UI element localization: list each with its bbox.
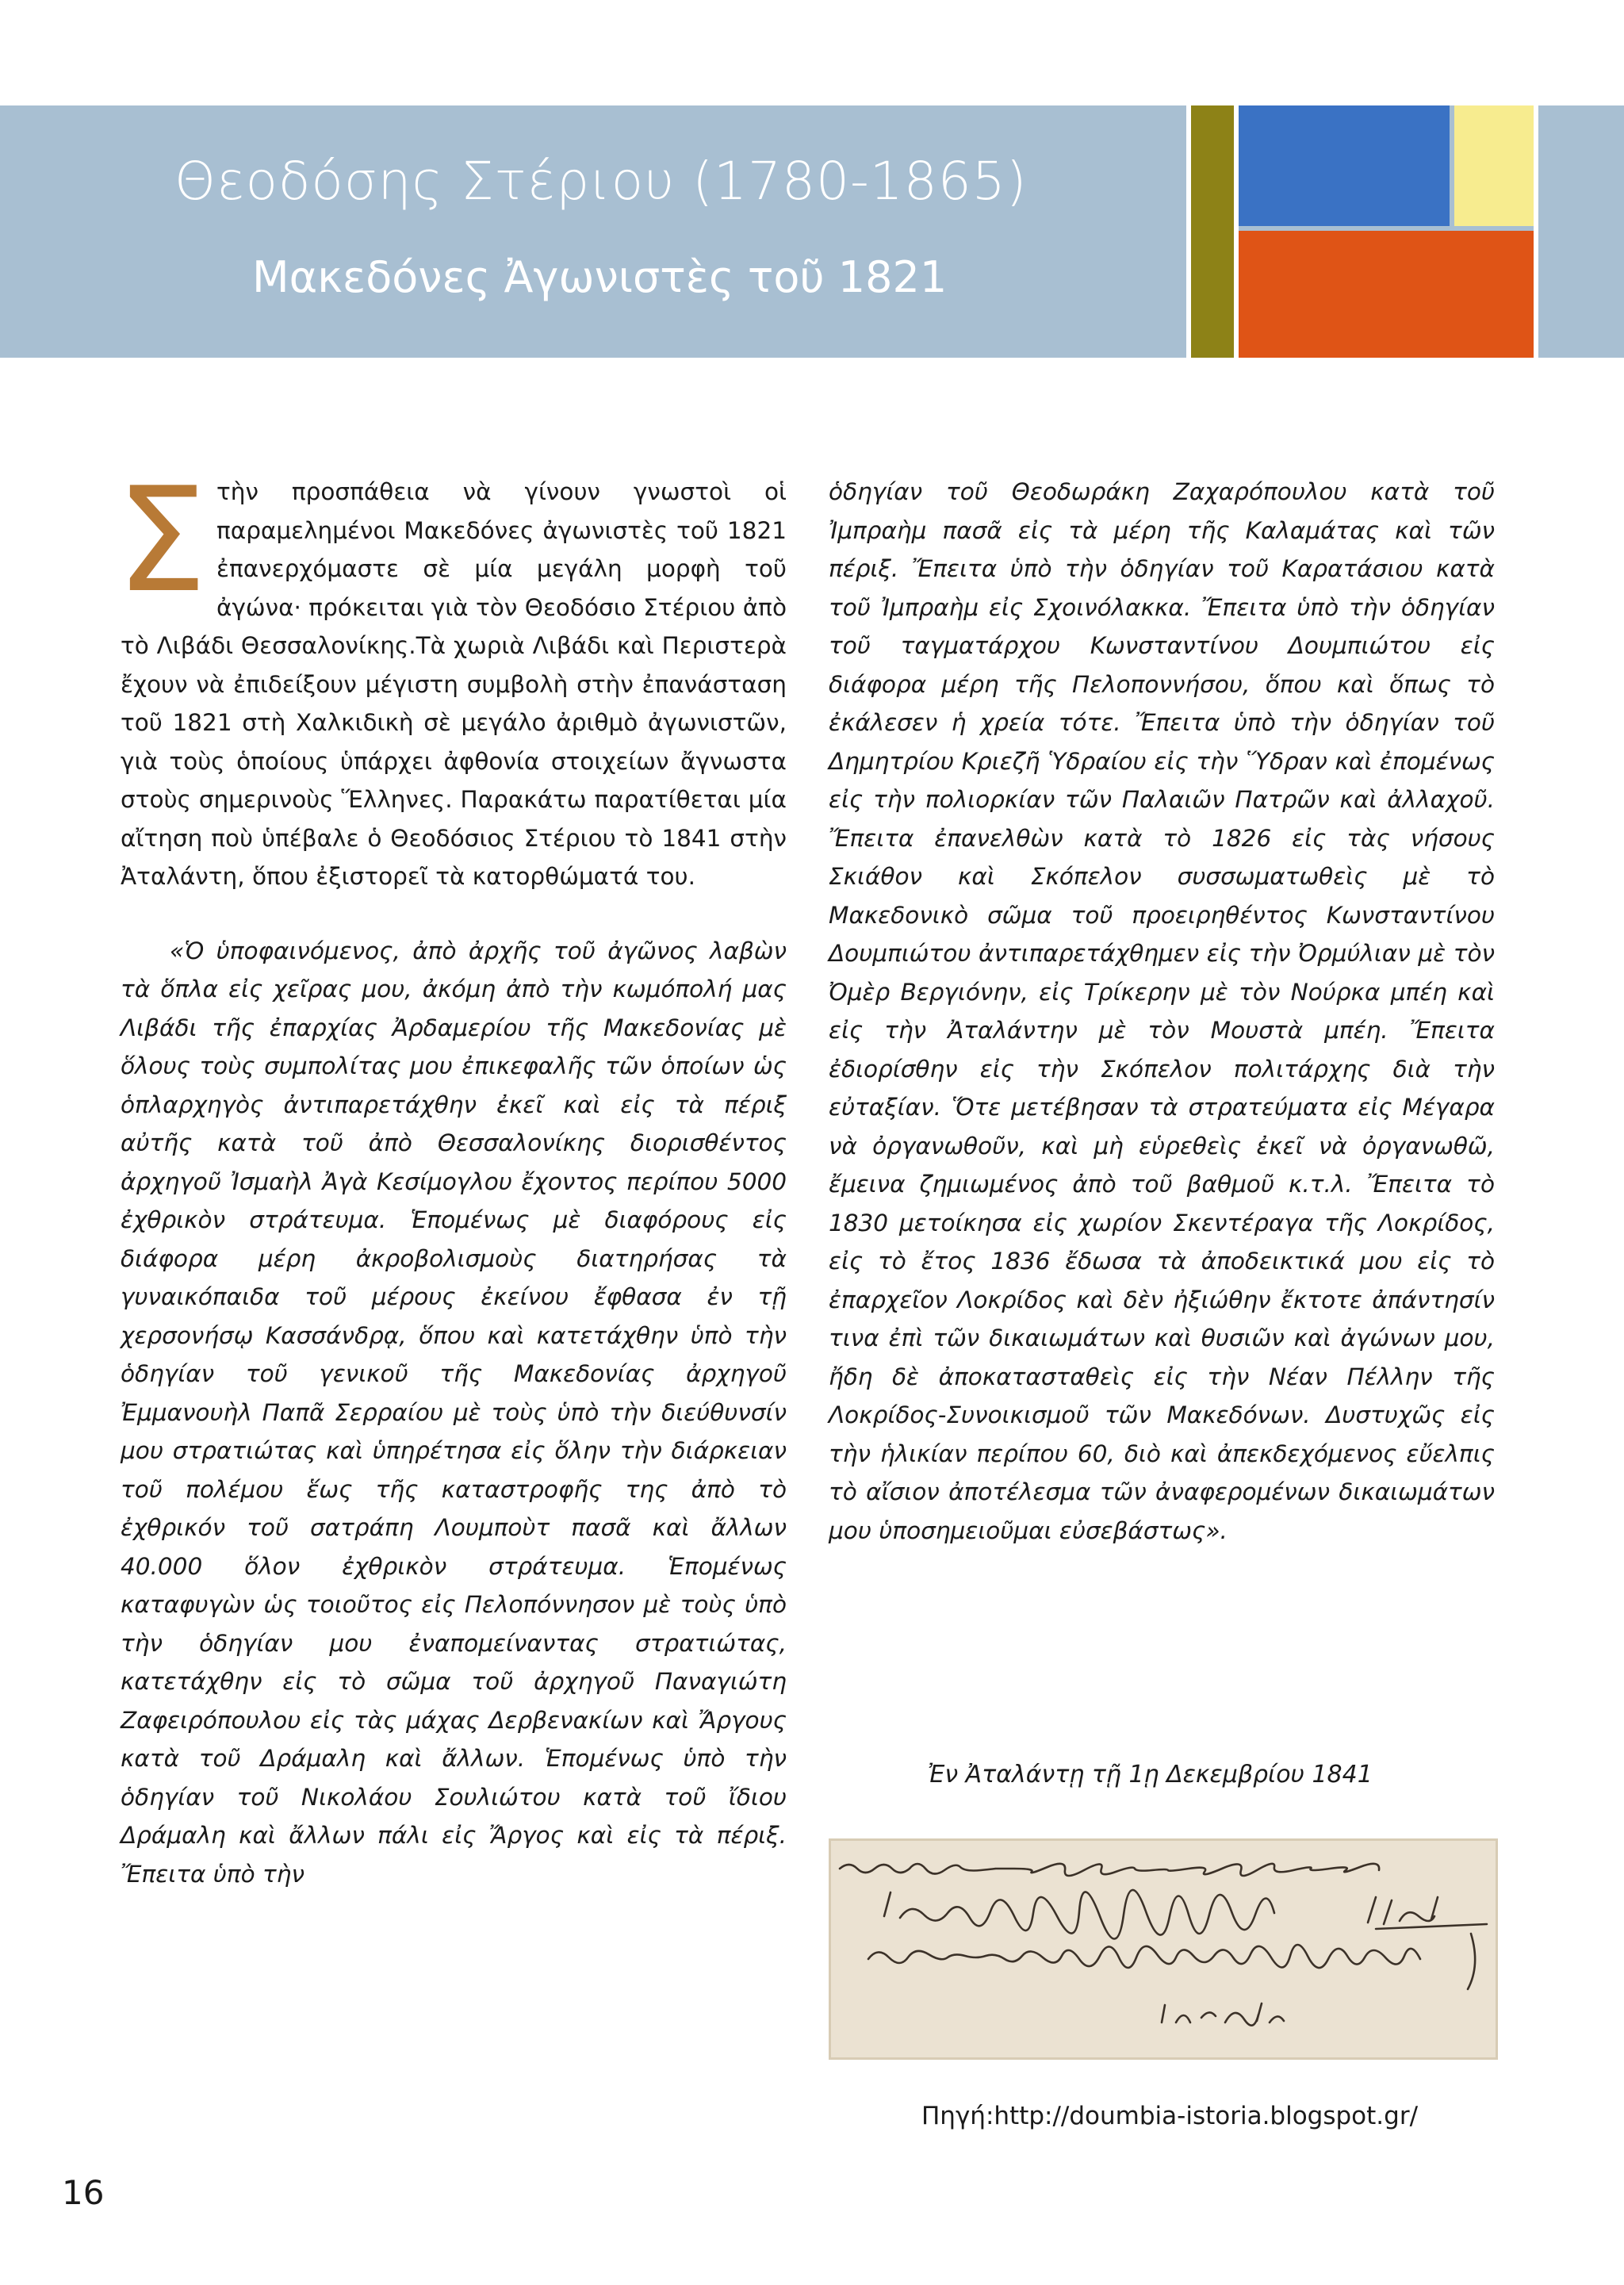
article-right-column xyxy=(829,473,1495,1550)
page-subtitle: Μακεδόνες Ἀγωνιστὲς τοῦ 1821 xyxy=(252,252,948,302)
handwriting-illustration xyxy=(829,1838,1498,2060)
drop-cap: Σ xyxy=(116,456,207,624)
article-left-column xyxy=(116,456,787,1893)
olive-color-block xyxy=(1191,105,1234,358)
page-title: Θεοδόσης Στέριου (1780-1865) xyxy=(174,151,1028,212)
quote-continuation: ὁδηγίαν τοῦ Θεοδωράκη Ζαχαρόπουλου κατὰ τοῦ Ἰμπραὴμ πασᾶ εἰς τὰ μέρη τῆς Καλαμάτας καὶ τῶν πέριξ. Ἔπειτα ὑπὸ τὴν ὁδηγίαν τοῦ Καρατάσιου κατὰ τοῦ Ἰμπραὴμ εἰς Σχοινόλακκα. Ἔπειτα ὑπὸ τὴν ὁδηγίαν τοῦ ταγματάρχου Κωνσταντίνου Δουμπιώτου εἰς διάφορα μέρη τῆς Πελοποννήσου, ὅπου καὶ ὅπως τὸ ἐκάλεσεν ἡ χρεία τότε. Ἔπειτα ὑπὸ τὴν ὁδηγίαν τοῦ Δημητρίου Κριεζῆ Ὑδραίου εἰς τὴν Ὕδραν καὶ ἐπομένως εἰς τὴν πολιορκίαν τῶν Παλαιῶν Πατρῶν καὶ ἀλλαχοῦ. Ἔπειτα ἐπανελθὼν κατὰ τὸ 1826 εἰς τὰς νήσους Σκιάθον καὶ Σκόπελον συσσωματωθεὶς μὲ τὸ Μακεδονικὸ σῶμα τοῦ προειρηθέντος Κωνσταντίνου Δουμπιώτου ἀντιπαρετάχθημεν εἰς τὴν Ὀρμύλιαν μὲ τὸν Ὀμὲρ Βεργιόνην, εἰς Τρίκερην μὲ τὸν Νούρκα μπέη καὶ εἰς τὴν Ἀταλάντην μὲ τὸν Μουστὰ μπέη. Ἔπειτα ἐδιορίσθην εἰς τὴν Σκόπελον πολιτάρχης διὰ τὴν εὐταξίαν. Ὅτε μετέβησαν τὰ στρατεύματα εἰς Μέγαρα νὰ ὀργανωθοῦν, καὶ μὴ εὑρεθεὶς ἐκεῖ νὰ ὀργανωθῶ, ἔμεινα ζημιωμένος ἀπὸ τοῦ βαθμοῦ κ.τ.λ. Ἔπειτα τὸ 1830 μετοίκησα εἰς χωρίον Σκεντέραγα τῆς Λοκρίδος, εἰς τὸ ἔτος 1836 ἔδωσα τὰ ἀποδεικτικά μου εἰς τὸ ἐπαρχεῖον Λοκρίδος καὶ δὲν ἠξιώθην ἔκτοτε ἀπάντησίν τινα ἐπὶ τῶν δικαιωμάτων καὶ θυσιῶν καὶ ἀγώνων μου, ἤδη δὲ ἀποκατασταθεὶς εἰς τὴν Νέαν Πέλλην τῆς Λοκρίδος-Συνοικισμοῦ τῶν Μακεδόνων. Δυστυχῶς εἰς τὴν ἡλικίαν περίπου 60, διὸ καὶ ἀπεκδεχόμενος εὔελπις τὸ αἴσιον ἀποτέλεσμα τῶν ἀναφερομένων δικαιωμάτων μου ὑποσημειοῦμαι εὐσεβάστως». xyxy=(829,478,1495,1544)
banner-separator xyxy=(1534,105,1538,358)
intro-paragraph xyxy=(116,456,787,896)
blue-color-block xyxy=(1239,105,1450,226)
manuscript-image xyxy=(829,1838,1498,2060)
yellow-color-block xyxy=(1454,105,1534,226)
page-number: 16 xyxy=(62,2173,105,2212)
intro-text: τὴν προσπάθεια νὰ γίνουν γνωστοὶ οἱ παραμελημένοι Μακεδόνες ἀγωνιστὲς τοῦ 1821 ἐπανερχόμαστε σὲ μία μεγάλη μορφὴ τοῦ ἀγώνα· πρόκειται γιὰ τὸν Θεοδόσιο Στέριου ἀπὸ τὸ Λιβάδι Θεσσαλονίκης.Τὰ χωριὰ Λιβάδι καὶ Περιστερὰ ἔχουν νὰ ἐπιδείξουν μέγιστη συμβολὴ στὴν ἐπανάσταση τοῦ 1821 στὴ Χαλκιδικὴ σὲ μεγάλο ἀριθμὸ ἀγωνιστῶν, γιὰ τοὺς ὁποίους ὑπάρχει ἀφθονία στοιχείων ἄγνωστα στοὺς σημερινοὺς Ἕλληνες. Παρακάτω παρατίθεται μία αἴτηση ποὺ ὑπέβαλε ὁ Θεοδόσιος Στέριου τὸ 1841 στὴν Ἀταλάντη, ὅπου ἐξιστορεῖ τὰ κατορθώματά του. xyxy=(121,478,787,890)
orange-color-block xyxy=(1239,231,1534,358)
quote-paragraph: «Ὁ ὑποφαινόμενος, ἀπὸ ἀρχῆς τοῦ ἀγῶνος λαβὼν τὰ ὅπλα εἰς χεῖρας μου, ἀκόμη ἀπὸ τὴν κωμόπολή μας Λιβάδι τῆς ἐπαρχίας Ἀρδαμερίου τῆς Μακεδονίας μὲ ὅλους τοὺς συμπολίτας μου ἐπικεφαλῆς τῶν ὁποίων ὡς ὁπλαρχηγὸς ἀντιπαρετάχθην ἐκεῖ καὶ εἰς τὰ πέριξ αὐτῆς κατὰ τοῦ ἀπὸ Θεσσαλονίκης διορισθέντος ἀρχηγοῦ Ἰσμαὴλ Ἀγὰ Κεσίμογλου ἔχοντος περίπου 5000 ἐχθρικὸν στράτευμα. Ἑπομένως μὲ διαφόρους εἰς διάφορα μέρη ἀκροβολισμοὺς διατηρήσας τὰ γυναικόπαιδα τοῦ μέρους ἐκείνου ἔφθασα ἐν τῇ χερσονήσῳ Κασσάνδρᾳ, ὅπου καὶ κατετάχθην ὑπὸ τὴν ὁδηγίαν τοῦ γενικοῦ τῆς Μακεδονίας ἀρχηγοῦ Ἐμμανουὴλ Παπᾶ Σερραίου μὲ τοὺς ὑπὸ τὴν διεύθυνσίν μου στρατιώτας καὶ ὑπηρέτησα εἰς ὅλην τὴν διάρκειαν τοῦ πολέμου ἕως τῆς καταστροφῆς της ἀπὸ τὸ ἐχθρικόν τοῦ σατράπη Λουμποὺτ πασᾶ καὶ ἄλλων 40.000 ὅλον ἐχθρικὸν στράτευμα. Ἑπομένως καταφυγὼν ὡς τοιοῦτος εἰς Πελοπόννησον μὲ τοὺς ὑπὸ τὴν ὁδηγίαν μου ἐναπομείναντας στρατιώτας, κατετάχθην εἰς τὸ σῶμα τοῦ ἀρχηγοῦ Παναγιώτη Ζαφειρόπουλου εἰς τὰς μάχας Δερβενακίων καὶ Ἄργους κατὰ τοῦ Δράμαλη καὶ ἄλλων. Ἑπομένως ὑπὸ τὴν ὁδηγίαν τοῦ Νικολάου Σουλιώτου κατὰ τοῦ ἴδιου Δράμαλη καὶ ἄλλων πάλι εἰς Ἄργος καὶ εἰς τὰ πέριξ. Ἔπειτα ὑπὸ τὴν xyxy=(121,937,787,1888)
source-credit: Πηγή:http://doumbia-istoria.blogspot.gr/ xyxy=(921,2102,1419,2130)
date-line: Ἐν Ἀταλάντῃ τῇ 1ῃ Δεκεμβρίου 1841 xyxy=(928,1761,1373,1789)
